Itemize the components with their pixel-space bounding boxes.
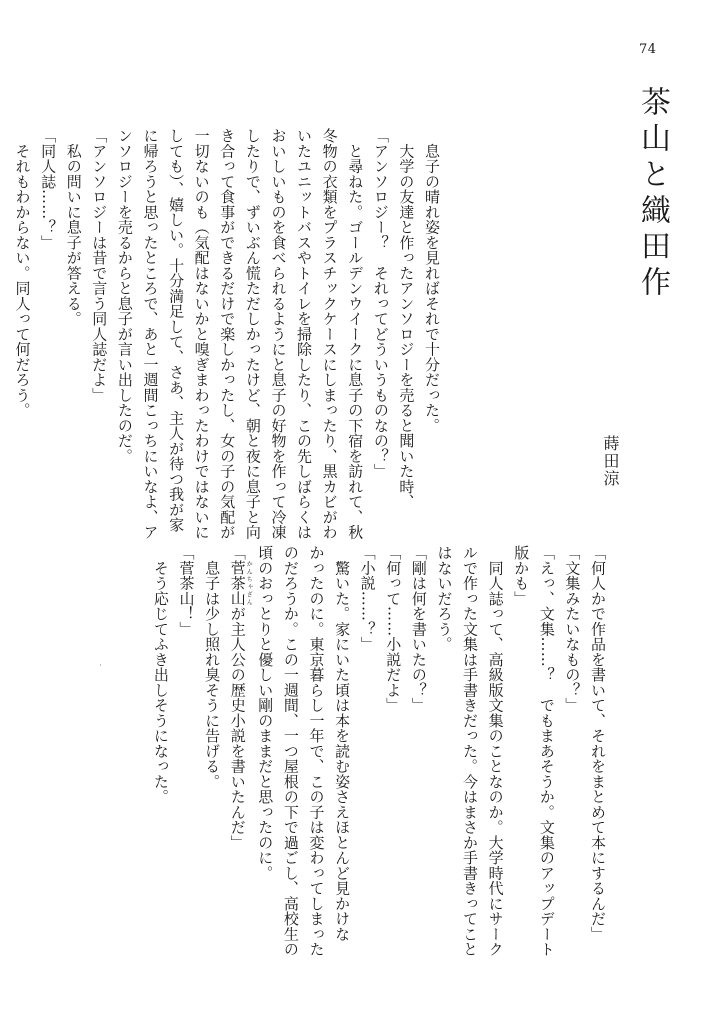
- text-line: はないだろう。: [435, 545, 454, 652]
- text-line: それもわからない。同人って何だろう。: [13, 128, 32, 418]
- text-line: 「アンソロジー？ それってどういうものなの？」: [371, 128, 390, 479]
- ruby-text-line: [224, 545, 252, 935]
- text-line: き合って食事ができるだけで楽しかったし、女の子の気配が: [218, 128, 237, 540]
- text-line: そう応じてふき出しそうになった。: [151, 545, 170, 805]
- text-line: 大学の友達と作ったアンソロジーを売ると聞いた時、: [397, 128, 416, 510]
- text-line: 息子は少し照れ臭そうに告げる。: [203, 545, 222, 789]
- text-line: 「小説……？」: [358, 545, 377, 652]
- text-line: おいしいものを食べられるようにと息子の好物を作って冷凍: [269, 128, 288, 540]
- text-line: 冬物の衣類をプラスチックケースにしまったり、黒カビがわ: [320, 128, 339, 540]
- upper-text-block: [9, 128, 444, 540]
- ruby-name: [228, 560, 253, 606]
- lower-text-block: [147, 545, 610, 957]
- text-line: 驚いた。家にいた頃は本を読む姿さえほとんど見かけな: [333, 545, 352, 942]
- text-line: 「アンソロジーは昔で言う同人誌だよ」: [90, 128, 109, 403]
- text-line: 「剛は何を書いたの？」: [409, 545, 428, 713]
- quote-open: 「: [228, 545, 247, 561]
- text-line: 「同人誌……？」: [39, 128, 58, 250]
- text-line: 息子の晴れ姿を見ればそれで十分だった。: [423, 128, 441, 433]
- ruby-reading: かんちゃざん: [245, 560, 253, 606]
- text-line: したりで、ずいぶん慌ただしかったけど、朝と夜に息子と向: [243, 128, 262, 540]
- text-line: 「何人かで作品を書いて、それをまとめて本にするんだ」: [589, 545, 607, 942]
- text-line: 版かも」: [512, 545, 531, 606]
- author-name: 蒔田涼: [601, 435, 620, 488]
- text-line: と尋ねた。ゴールデンウイークに息子の下宿を訪れて、秋: [346, 128, 365, 540]
- text-line: 一切ないのも（気配はないかと嗅ぎまわったわけではないに: [192, 128, 211, 540]
- print-speck: [100, 664, 101, 666]
- text-line: 「文集みたいなもの？」: [563, 545, 582, 713]
- text-line: かったのに。東京暮らし一年で、この子は変わってしまった: [307, 545, 326, 957]
- text-line: 「何って……小説だよ」: [384, 545, 403, 713]
- quote-rest: が主人公の歴史小説を書いたんだ」: [228, 606, 247, 850]
- text-line: に帰ろうと思ったところで、あと一週間こっちにいなよ、ア: [141, 128, 160, 540]
- text-line: しても）、嬉しい。十分満足して、さあ、主人が待つ我が家: [167, 128, 186, 533]
- text-line: ンソロジーを売るからと息子が言い出したのだ。: [115, 128, 134, 464]
- text-line: いたユニットバスやトイレを掃除したり、この先しばらくは: [295, 128, 314, 540]
- text-line: のだろうか。この一週間、一つ屋根の下で過ごし、高校生の: [281, 545, 300, 957]
- text-line: 同人誌って、高級版文集のことなのか。大学時代にサーク: [486, 545, 505, 957]
- text-line: 頃のおっとりと優しい剛のままだと思ったのに。: [256, 545, 275, 881]
- ruby-base: 菅茶山: [228, 560, 247, 606]
- story-title: 茶山と織田作: [635, 86, 670, 302]
- page-number: 74: [639, 42, 657, 57]
- text-line: 「菅茶山！」: [177, 545, 196, 637]
- text-line: 私の問いに息子が答える。: [64, 128, 83, 327]
- text-line: ルで作った文集は手書きだった。今はまさか手書きってこと: [461, 545, 480, 957]
- text-line: 「えっ、文集……？ でもまあそうか。文集のアップデート: [537, 545, 556, 957]
